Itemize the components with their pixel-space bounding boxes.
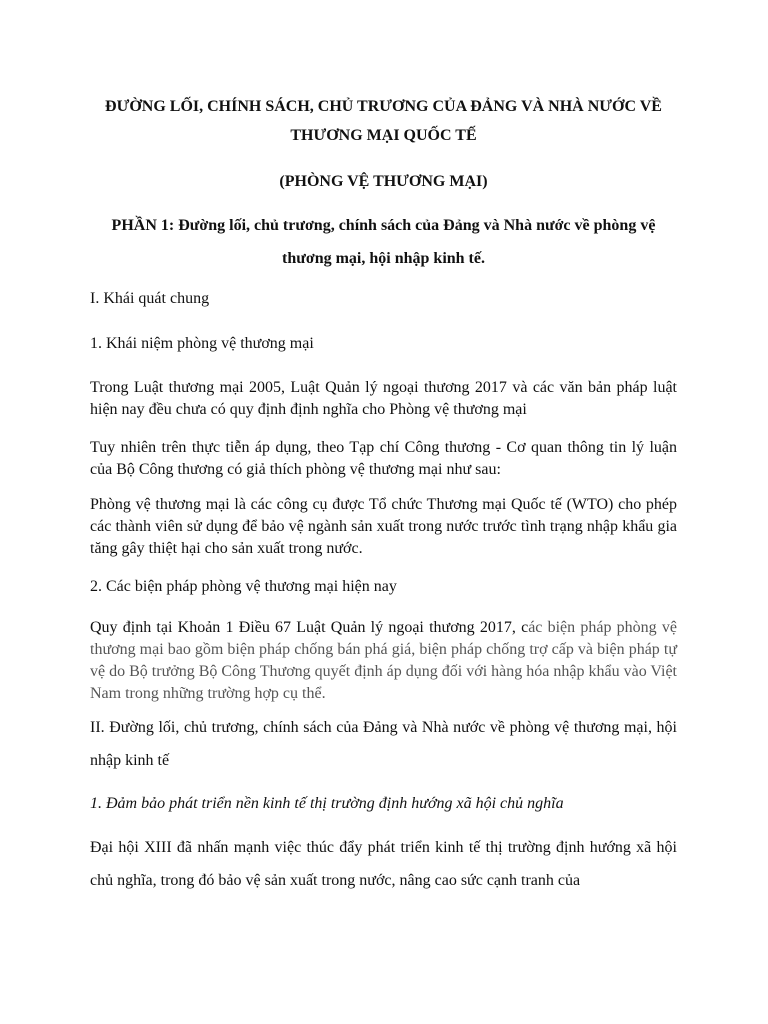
subsection-1-heading: 1. Khái niệm phòng vệ thương mại: [90, 335, 314, 352]
document-title: ĐƯỜNG LỐI, CHÍNH SÁCH, CHỦ TRƯƠNG CỦA ĐẢNG VÀ NHÀ NƯỚC VỀ THƯƠNG MẠI QUỐC TẾ: [105, 98, 662, 144]
paragraph-1: Trong Luật thương mại 2005, Luật Quản lý ngoại thương 2017 và các văn bản pháp luật hiện nay đều chưa có quy định định nghĩa cho Phòng vệ thương mại: [90, 379, 677, 418]
section-II-heading: II. Đường lối, chủ trương, chính sách của Đảng và Nhà nước về phòng vệ thương mại, hội nhập kinh tế: [90, 719, 677, 769]
paragraph-2: Tuy nhiên trên thực tiễn áp dụng, theo Tạp chí Công thương - Cơ quan thông tin lý luận của Bộ Công thương có giả thích phòng vệ thương mại như sau:: [90, 439, 677, 478]
paragraph-4-rest: ác biện pháp phòng vệ thương mại bao gồm biện pháp chống bán phá giá, biện pháp chống trợ cấp và biện pháp tự vệ do Bộ trưởng Bộ Công Thương quyết định áp dụng đối với hàng hóa nhập khẩu vào Việt Nam trong những trường hợp cụ thể.: [90, 619, 677, 702]
paragraph-3: Phòng vệ thương mại là các công cụ được Tổ chức Thương mại Quốc tế (WTO) cho phép các thành viên sử dụng để bảo vệ ngành sản xuất trong nước trước tình trạng nhập khẩu gia tăng gây thiệt hại cho sản xuất trong nước.: [90, 496, 677, 557]
section-I-heading: I. Khái quát chung: [90, 290, 210, 307]
paragraph-4: [90, 617, 677, 705]
subsection-2-heading: 2. Các biện pháp phòng vệ thương mại hiện nay: [90, 578, 397, 595]
part1-heading: PHẦN 1: Đường lối, chủ trương, chính sách của Đảng và Nhà nước về phòng vệ thương mại, hội nhập kinh tế.: [111, 217, 656, 267]
subsection-II-1-heading: 1. Đảm bảo phát triển nền kinh tế thị trường định hướng xã hội chủ nghĩa: [90, 795, 564, 812]
paragraph-4-start: Quy định tại Khoản 1 Điều 67 Luật Quản lý ngoại thương 2017, c: [90, 619, 529, 636]
document-subtitle: (PHÒNG VỆ THƯƠNG MẠI): [279, 173, 488, 190]
paragraph-5: Đại hội XIII đã nhấn mạnh việc thúc đẩy phát triển kinh tế thị trường định hướng xã hội chủ nghĩa, trong đó bảo vệ sản xuất trong nước, nâng cao sức cạnh tranh của: [90, 839, 677, 889]
